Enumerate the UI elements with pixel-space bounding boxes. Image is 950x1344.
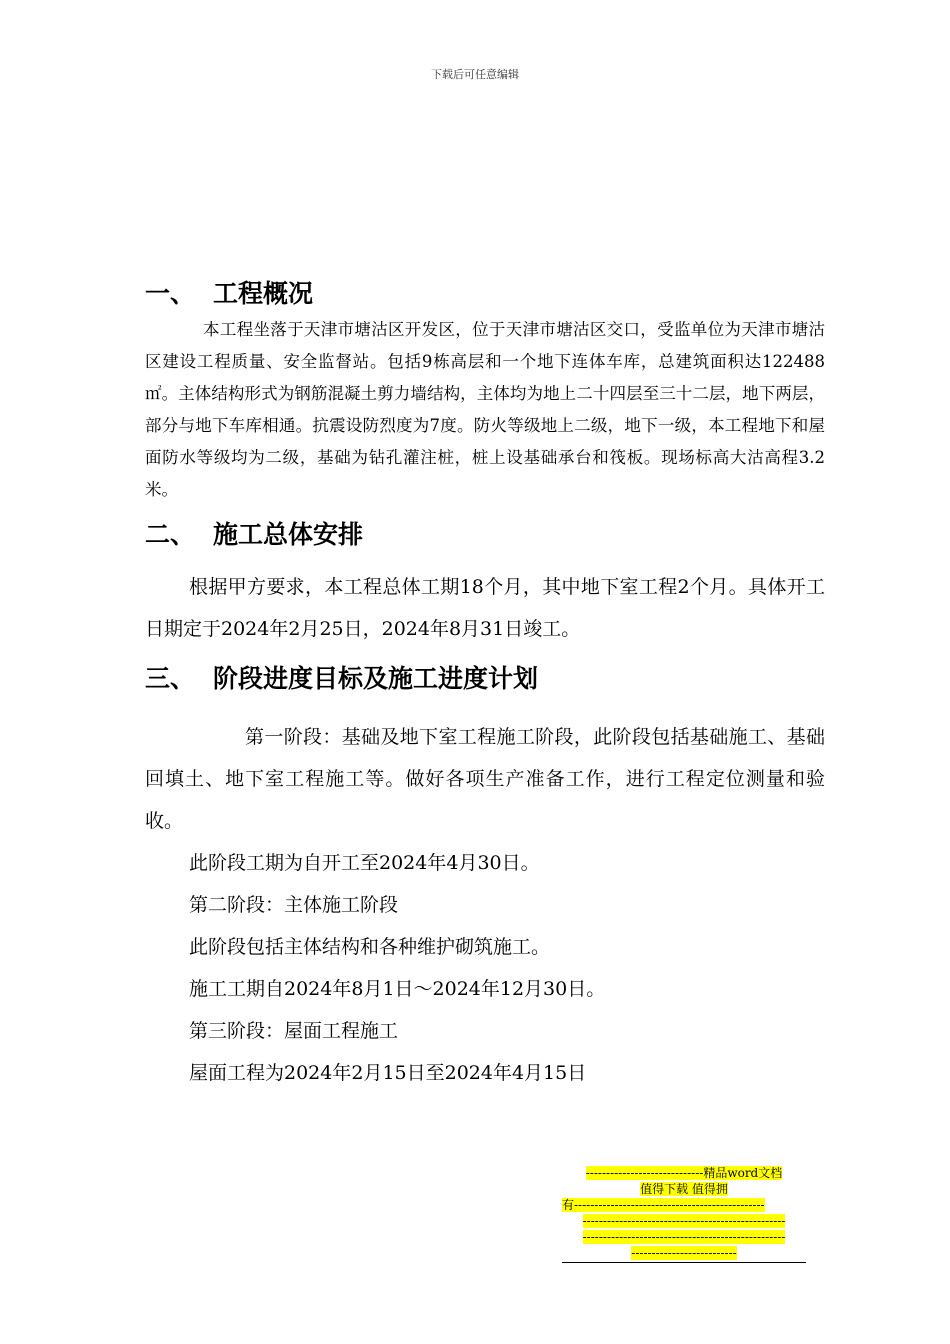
section-3-heading xyxy=(145,660,825,698)
schedule-line: 屋面工程为2024年2月15日至2024年4月15日 xyxy=(189,1062,587,1084)
section-1-heading xyxy=(145,276,825,312)
section-2-paragraph: 根据甲方要求，本工程总体工期18个月，其中地下室工程2个月。具体开工日期定于2024年2月25日，2024年8月31日竣工。 xyxy=(145,576,825,640)
footer-line-1: -----------------------------精品word文档 xyxy=(585,1166,783,1180)
schedule-line: 第二阶段：主体施工阶段 xyxy=(189,894,399,916)
footer-divider xyxy=(562,1262,806,1263)
section-3-intro: 第一阶段：基础及地下室工程施工阶段，此阶段包括基础施工、基础回填土、地下室工程施工等。做好各项生产准备工作，进行工程定位测量和验收。 xyxy=(145,726,825,832)
section-1-title: 工程概况 xyxy=(213,279,314,308)
document-body xyxy=(145,276,825,1094)
footer-line-3: 有----------------------------------------------- xyxy=(562,1198,765,1212)
section-1-paragraph: 本工程坐落于天津市塘沽区开发区，位于天津市塘沽区交口，受监单位为天津市塘沽区建设工程质量、安全监督站。包括9栋高层和一个地下连体车库，总建筑面积达122488㎡。主体结构形式为钢筋混凝土剪力墙结构，主体均为地上二十四层至三十二层，地下两层，部分与地下车库相通。抗震设防烈度为7度。防火等级地上二级，地下一级，本工程地下和屋面防水等级均为二级，基础为钻孔灌注桩，桩上设基础承台和筏板。现场标高大沽高程3.2米。 xyxy=(145,320,825,499)
schedule-line: 此阶段工期为自开工至2024年4月30日。 xyxy=(189,852,540,874)
page-header: 下载后可任意编辑 xyxy=(431,68,519,81)
section-2-heading xyxy=(145,516,825,554)
schedule-line: 此阶段包括主体结构和各种维护砌筑施工。 xyxy=(189,936,551,958)
section-3-title: 阶段进度目标及施工进度计划 xyxy=(213,664,539,693)
footer-line-2: 值得下载 值得拥 xyxy=(640,1182,728,1196)
section-1-number: 一、 xyxy=(145,279,196,308)
footer-watermark xyxy=(562,1165,806,1261)
schedule-line: 第三阶段：屋面工程施工 xyxy=(189,1020,399,1042)
section-2-title: 施工总体安排 xyxy=(213,520,364,549)
footer-line-5: -------------------------------------------------- xyxy=(582,1230,786,1244)
footer-line-6: -------------------------- xyxy=(631,1246,737,1260)
section-2-number: 二、 xyxy=(145,520,196,549)
section-3-number: 三、 xyxy=(145,664,196,693)
schedule-line: 施工工期自2024年8月1日～2024年12月30日。 xyxy=(189,978,606,1000)
footer-line-4: -------------------------------------------------- xyxy=(582,1214,786,1228)
